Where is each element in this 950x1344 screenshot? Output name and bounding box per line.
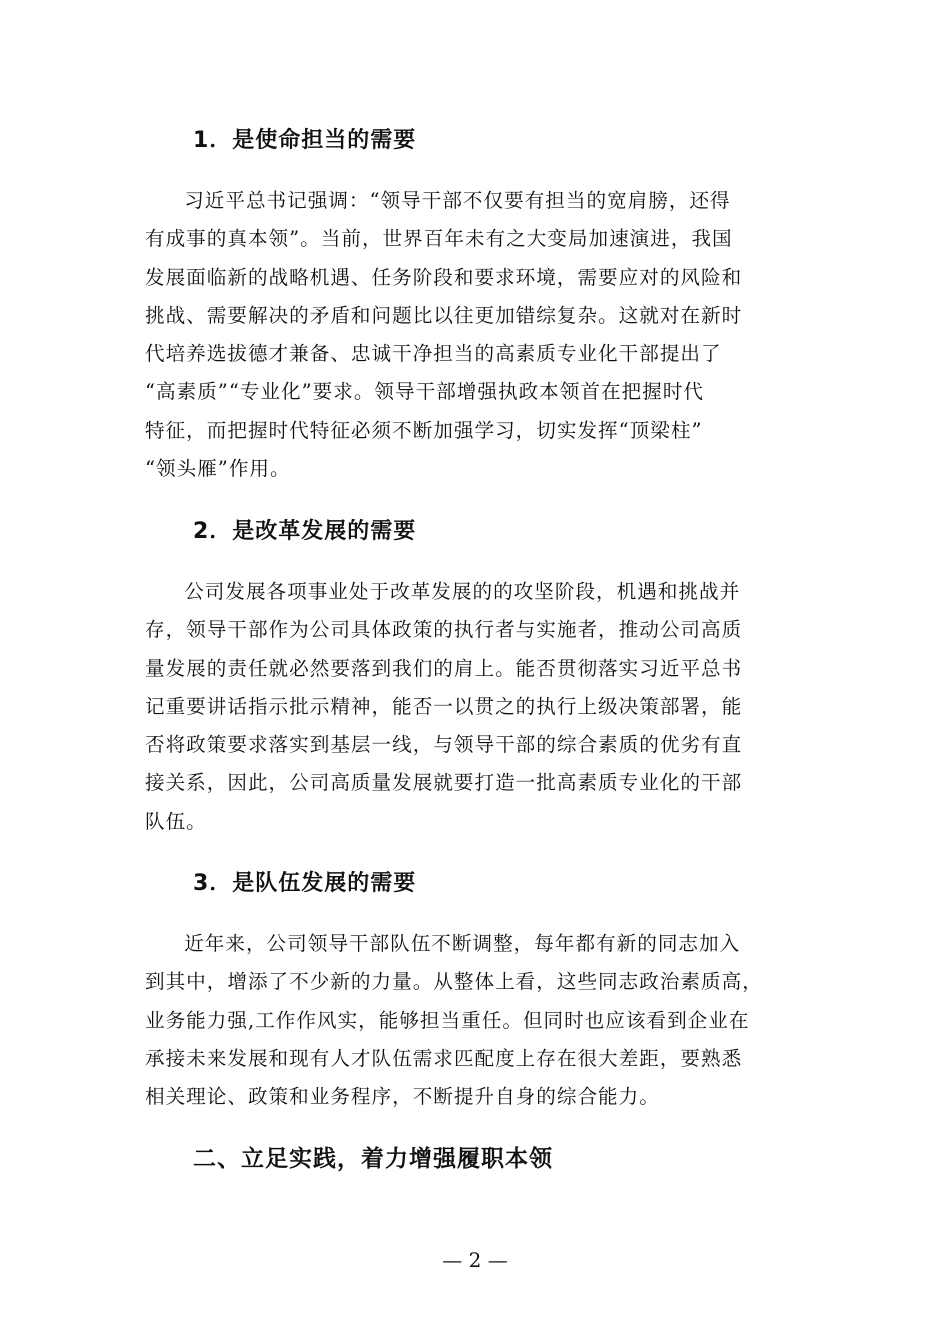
paragraph-line: 挑战、需要解决的矛盾和问题比以往更加错综复杂。这就对在新时: [145, 303, 743, 327]
paragraph-line: 到其中，增添了不少新的力量。从整体上看，这些同志政治素质高，: [145, 970, 763, 994]
page-number: — 2 —: [442, 1248, 508, 1272]
paragraph-line: 量发展的责任就必然要落到我们的肩上。能否贯彻落实习近平总书: [145, 656, 743, 680]
paragraph-text: [145, 573, 805, 841]
paragraph-line: 有成事的真本领”。当前，世界百年未有之大变局加速演进，我国: [145, 227, 733, 251]
paragraph-line: 接关系，因此，公司高质量发展就要打造一批高素质专业化的干部: [145, 771, 743, 795]
paragraph-line: 记重要讲话指示批示精神，能否一以贯之的执行上级决策部署，能: [145, 694, 743, 718]
paragraph-line: 业务能力强,工作作风实，能够担当重任。但同时也应该看到企业在: [145, 1008, 750, 1032]
paragraph-line: 存，领导干部作为公司具体政策的执行者与实施者，推动公司高质: [145, 618, 743, 642]
paragraph-line: 发展面临新的战略机遇、任务阶段和要求环境，需要应对的风险和: [145, 265, 743, 289]
paragraph-line: 代培养选拔德才兼备、忠诚干净担当的高素质专业化干部提出了: [145, 342, 722, 366]
paragraph-mission: [145, 182, 805, 488]
paragraph-line: 否将政策要求落实到基层一线，与领导干部的综合素质的优劣有直: [145, 733, 743, 757]
paragraph-reform: [145, 573, 805, 841]
paragraph-line: 习近平总书记强调：“领导干部不仅要有担当的宽肩膀，还得: [184, 189, 731, 212]
heading-team: 3．是队伍发展的需要: [193, 871, 417, 896]
paragraph-line: 承接未来发展和现有人才队伍需求匹配度上存在很大差距，要熟悉: [145, 1046, 743, 1070]
paragraph-line: “高素质”“专业化”要求。领导干部增强执政本领首在把握时代: [145, 380, 704, 404]
paragraph-line: 公司发展各项事业处于改革发展的的攻坚阶段，机遇和挑战并: [184, 580, 741, 603]
paragraph-line: 特征，而把握时代特征必须不断加强学习，切实发挥“顶梁柱”: [145, 418, 703, 442]
paragraph-line: 近年来，公司领导干部队伍不断调整，每年都有新的同志加入: [184, 932, 741, 955]
paragraph-team: [145, 925, 805, 1116]
paragraph-line: 相关理论、政策和业务程序，不断提升自身的综合能力。: [145, 1085, 660, 1109]
heading-reform: 2．是改革发展的需要: [193, 519, 417, 544]
paragraph-text: [145, 182, 805, 488]
paragraph-text: [145, 925, 805, 1116]
paragraph-line: 队伍。: [145, 809, 207, 833]
heading-mission: 1．是使命担当的需要: [193, 128, 417, 153]
section-heading: 二、立足实践，着力增强履职本领: [193, 1146, 553, 1172]
paragraph-line: “领头雁”作用。: [145, 457, 291, 481]
